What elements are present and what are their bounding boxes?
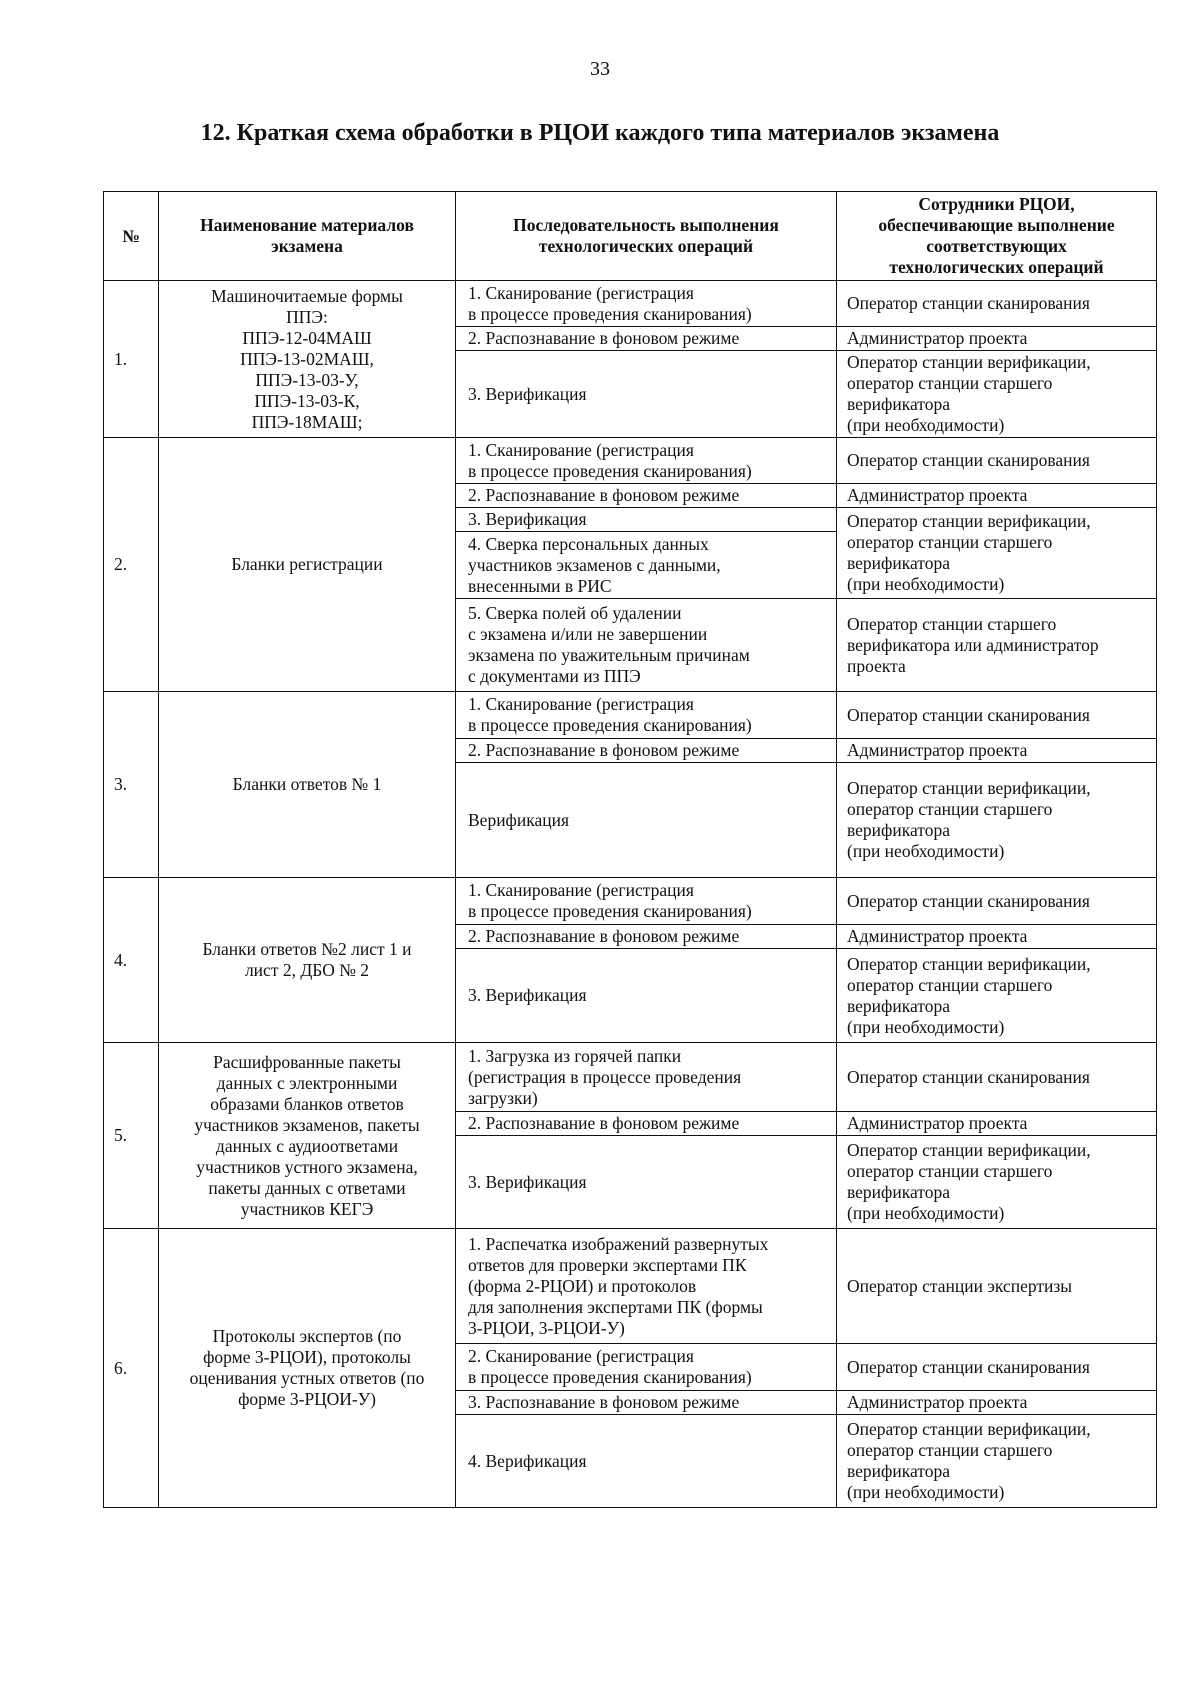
row-number: 4. <box>104 878 159 1043</box>
responsible-staff: Оператор станции верификации, оператор станции старшего верификатора (при необходимости) <box>837 763 1157 878</box>
header-staff: Сотрудники РЦОИ, обеспечивающие выполнение соответствующих технологических операций <box>837 192 1157 281</box>
operation-step: 2. Распознавание в фоновом режиме <box>456 1112 837 1136</box>
responsible-staff: Оператор станции верификации, оператор станции старшего верификатора (при необходимости) <box>837 351 1157 438</box>
operation-step: 1. Загрузка из горячей папки (регистрация в процессе проведения загрузки) <box>456 1043 837 1112</box>
responsible-staff: Оператор станции верификации, оператор станции старшего верификатора (при необходимости) <box>837 1136 1157 1229</box>
operation-step: 2. Распознавание в фоновом режиме <box>456 484 837 508</box>
material-name: Машиночитаемые формы ППЭ: ППЭ-12-04МАШ ППЭ-13-02МАШ, ППЭ-13-03-У, ППЭ-13-03-К, ППЭ-18МАШ; <box>159 281 456 438</box>
operation-step: 3. Верификация <box>456 1136 837 1229</box>
operation-step: 1. Сканирование (регистрация в процессе проведения сканирования) <box>456 692 837 739</box>
responsible-staff: Администратор проекта <box>837 739 1157 763</box>
operation-step: 5. Сверка полей об удалении с экзамена и/или не завершении экзамена по уважительным причинам с документами из ППЭ <box>456 599 837 692</box>
operation-step: 1. Распечатка изображений развернутых ответов для проверки экспертами ПК (форма 2-РЦОИ) и протоколов для заполнения экспертами ПК (формы 3-РЦОИ, 3-РЦОИ-У) <box>456 1229 837 1344</box>
operation-step: 3. Верификация <box>456 949 837 1043</box>
operation-step: 4. Верификация <box>456 1415 837 1508</box>
responsible-staff: Оператор станции сканирования <box>837 438 1157 484</box>
table-row <box>104 281 1157 327</box>
responsible-staff: Администратор проекта <box>837 1112 1157 1136</box>
table-row <box>104 438 1157 484</box>
row-number: 1. <box>104 281 159 438</box>
operation-step: 2. Сканирование (регистрация в процессе проведения сканирования) <box>456 1344 837 1391</box>
operation-step: 2. Распознавание в фоновом режиме <box>456 327 837 351</box>
responsible-staff: Оператор станции экспертизы <box>837 1229 1157 1344</box>
table-header-row <box>104 192 1157 281</box>
operation-step: 4. Сверка персональных данных участников экзаменов с данными, внесенными в РИС <box>456 532 837 599</box>
row-number: 6. <box>104 1229 159 1508</box>
header-material: Наименование материалов экзамена <box>159 192 456 281</box>
row-number: 5. <box>104 1043 159 1229</box>
operation-step: 1. Сканирование (регистрация в процессе проведения сканирования) <box>456 438 837 484</box>
row-number: 3. <box>104 692 159 878</box>
responsible-staff: Оператор станции сканирования <box>837 878 1157 925</box>
operation-step: 3. Верификация <box>456 508 837 532</box>
table-row <box>104 1229 1157 1344</box>
responsible-staff: Администратор проекта <box>837 925 1157 949</box>
responsible-staff: Оператор станции сканирования <box>837 281 1157 327</box>
operation-step: 1. Сканирование (регистрация в процессе проведения сканирования) <box>456 281 837 327</box>
table-row <box>104 1043 1157 1112</box>
operation-step: 3. Распознавание в фоновом режиме <box>456 1391 837 1415</box>
responsible-staff: Оператор станции сканирования <box>837 692 1157 739</box>
processing-scheme-table <box>103 191 1157 1508</box>
operation-step: 2. Распознавание в фоновом режиме <box>456 739 837 763</box>
material-name: Бланки ответов №2 лист 1 и лист 2, ДБО № 2 <box>159 878 456 1043</box>
responsible-staff: Оператор станции сканирования <box>837 1043 1157 1112</box>
responsible-staff: Администратор проекта <box>837 327 1157 351</box>
operation-step: Верификация <box>456 763 837 878</box>
header-steps: Последовательность выполнения технологических операций <box>456 192 837 281</box>
operation-step: 3. Верификация <box>456 351 837 438</box>
responsible-staff: Оператор станции верификации, оператор станции старшего верификатора (при необходимости) <box>837 949 1157 1043</box>
material-name: Расшифрованные пакеты данных с электронными образами бланков ответов участников экзаменов, пакеты данных с аудиоответами участников устного экзамена, пакеты данных с ответами участников КЕГЭ <box>159 1043 456 1229</box>
page-number: 33 <box>590 58 610 80</box>
responsible-staff: Оператор станции старшего верификатора или администратор проекта <box>837 599 1157 692</box>
responsible-staff: Оператор станции верификации, оператор станции старшего верификатора (при необходимости) <box>837 508 1157 599</box>
responsible-staff: Оператор станции сканирования <box>837 1344 1157 1391</box>
row-number: 2. <box>104 438 159 692</box>
table-row <box>104 878 1157 925</box>
responsible-staff: Администратор проекта <box>837 1391 1157 1415</box>
operation-step: 1. Сканирование (регистрация в процессе проведения сканирования) <box>456 878 837 925</box>
responsible-staff: Оператор станции верификации, оператор станции старшего верификатора (при необходимости) <box>837 1415 1157 1508</box>
table-row <box>104 692 1157 739</box>
page-title: 12. Краткая схема обработки в РЦОИ каждого типа материалов экзамена <box>200 120 1000 146</box>
header-num: № <box>104 192 159 281</box>
operation-step: 2. Распознавание в фоновом режиме <box>456 925 837 949</box>
responsible-staff: Администратор проекта <box>837 484 1157 508</box>
material-name: Протоколы экспертов (по форме 3-РЦОИ), протоколы оценивания устных ответов (по форме 3-РЦОИ-У) <box>159 1229 456 1508</box>
material-name: Бланки регистрации <box>159 438 456 692</box>
material-name: Бланки ответов № 1 <box>159 692 456 878</box>
